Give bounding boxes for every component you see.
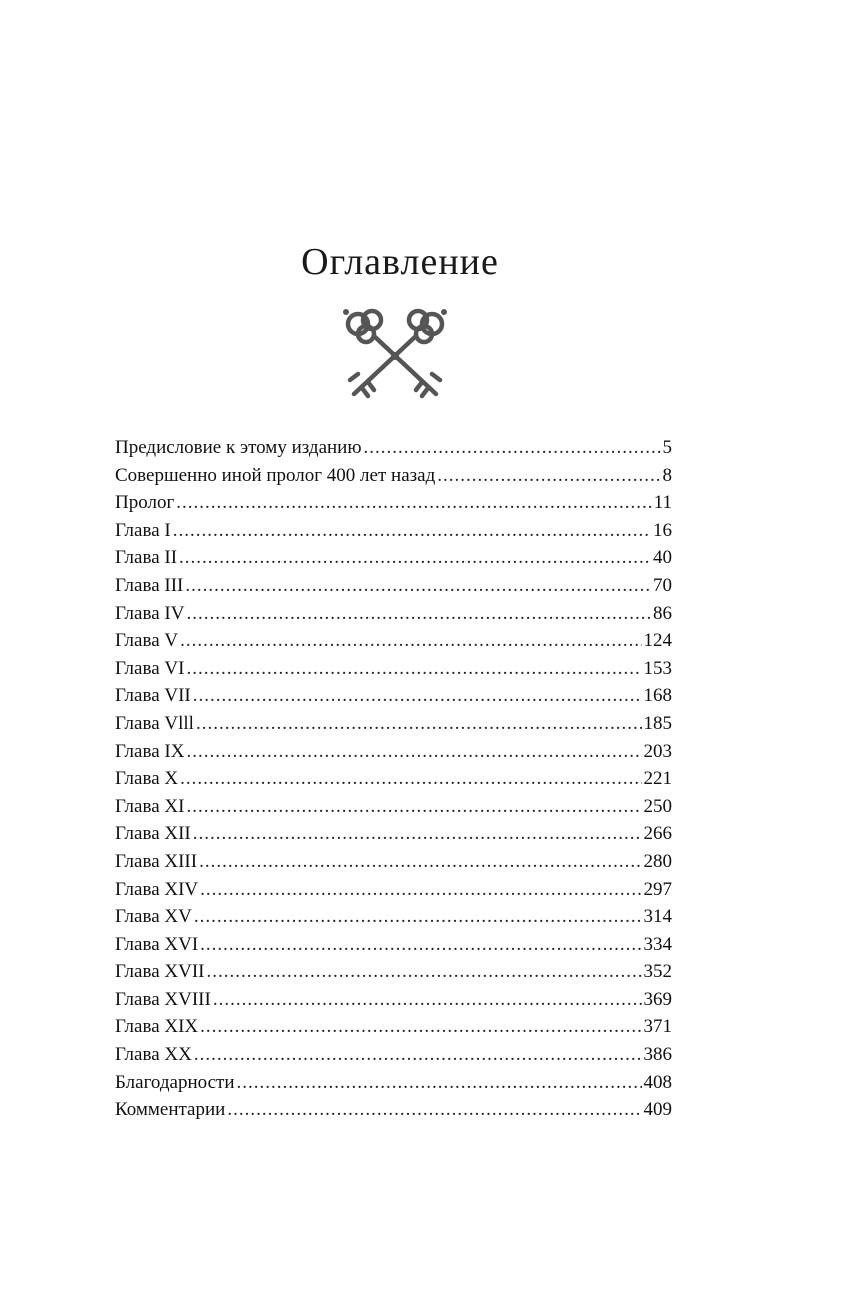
toc-entry-title: Благодарности xyxy=(115,1071,235,1093)
toc-entry-title: Глава XIX xyxy=(115,1016,199,1038)
toc-entry-page-number: 297 xyxy=(643,878,672,900)
toc-entry-title: Глава XIII xyxy=(115,850,198,872)
table-of-contents xyxy=(115,434,672,1124)
toc-dot-leader xyxy=(193,682,642,710)
toc-entry-page-number: 334 xyxy=(643,933,672,955)
toc-entry xyxy=(115,655,672,683)
toc-entry xyxy=(115,876,672,904)
toc-entry-page-number: 250 xyxy=(643,795,672,817)
toc-entry-page-number: 266 xyxy=(643,823,672,845)
toc-entry-page-number: 5 xyxy=(662,437,672,458)
toc-entry-page-number: 185 xyxy=(643,712,672,734)
toc-entry-title: Комментарии xyxy=(115,1099,226,1121)
toc-dot-leader xyxy=(199,848,641,876)
toc-entry-page-number: 8 xyxy=(662,464,672,486)
toc-dot-leader xyxy=(196,710,642,738)
toc-dot-leader xyxy=(173,517,651,545)
toc-entry xyxy=(115,958,672,986)
toc-entry-title: Глава XV xyxy=(115,906,192,928)
toc-entry xyxy=(115,434,672,462)
toc-entry-title: Глава XVIII xyxy=(115,988,211,1010)
toc-entry-page-number: 168 xyxy=(643,685,672,707)
toc-entry xyxy=(115,1096,672,1124)
toc-entry xyxy=(115,710,672,738)
toc-entry-page-number: 70 xyxy=(653,574,672,596)
toc-dot-leader xyxy=(185,572,651,600)
toc-entry-page-number: 386 xyxy=(643,1044,672,1066)
toc-dot-leader xyxy=(227,1096,641,1124)
toc-entry-page-number: 11 xyxy=(653,492,672,514)
toc-entry-title: Глава II xyxy=(115,547,178,569)
toc-dot-leader xyxy=(194,903,642,931)
toc-entry-title: Глава XX xyxy=(115,1044,192,1066)
toc-entry-page-number: 371 xyxy=(643,1016,672,1038)
toc-entry-title: Предисловие к этому изданию xyxy=(115,437,362,458)
toc-dot-leader xyxy=(180,765,641,793)
toc-dot-leader xyxy=(186,655,641,683)
toc-entry-page-number: 221 xyxy=(643,768,672,790)
toc-entry-page-number: 86 xyxy=(653,602,672,624)
toc-entry xyxy=(115,820,672,848)
toc-entry xyxy=(115,848,672,876)
toc-dot-leader xyxy=(200,876,641,904)
toc-entry-page-number: 124 xyxy=(643,630,672,652)
toc-entry-title: Глава VI xyxy=(115,657,185,679)
toc-entry-title: Глава XI xyxy=(115,795,185,817)
toc-dot-leader xyxy=(194,1041,642,1069)
toc-entry-title: Пролог xyxy=(115,492,175,514)
toc-dot-leader xyxy=(213,986,642,1014)
toc-entry-title: Глава I xyxy=(115,519,171,541)
toc-dot-leader xyxy=(364,434,661,462)
toc-entry-title: Глава XVI xyxy=(115,933,199,955)
toc-entry-page-number: 40 xyxy=(653,547,672,569)
toc-dot-leader xyxy=(437,462,660,490)
toc-entry-page-number: 408 xyxy=(643,1071,672,1093)
toc-entry xyxy=(115,517,672,545)
toc-entry-page-number: 153 xyxy=(643,657,672,679)
toc-entry xyxy=(115,1013,672,1041)
toc-entry-title: Глава III xyxy=(115,574,184,596)
toc-dot-leader xyxy=(200,931,641,959)
toc-entry-title: Глава XII xyxy=(115,823,191,845)
toc-dot-leader xyxy=(200,1013,641,1041)
toc-entry-page-number: 352 xyxy=(643,961,672,983)
toc-entry-page-number: 314 xyxy=(643,906,672,928)
crossed-keys-icon xyxy=(336,300,454,400)
toc-entry xyxy=(115,765,672,793)
toc-entry-page-number: 409 xyxy=(643,1099,672,1121)
toc-entry-title: Глава XVII xyxy=(115,961,205,983)
toc-entry xyxy=(115,793,672,821)
toc-dot-leader xyxy=(193,820,642,848)
toc-entry-title: Глава V xyxy=(115,630,179,652)
toc-dot-leader xyxy=(186,738,641,766)
toc-dot-leader xyxy=(186,600,651,628)
toc-dot-leader xyxy=(180,627,641,655)
toc-entry xyxy=(115,738,672,766)
toc-entry xyxy=(115,931,672,959)
toc-dot-leader xyxy=(237,1069,642,1097)
toc-entry-page-number: 16 xyxy=(653,519,672,541)
toc-entry-title: Глава XIV xyxy=(115,878,199,900)
toc-entry xyxy=(115,627,672,655)
toc-entry xyxy=(115,682,672,710)
toc-entry xyxy=(115,903,672,931)
toc-dot-leader xyxy=(206,958,641,986)
toc-entry xyxy=(115,544,672,572)
toc-entry-title: Глава Vlll xyxy=(115,712,194,734)
toc-entry-page-number: 280 xyxy=(643,850,672,872)
toc-entry xyxy=(115,600,672,628)
toc-entry xyxy=(115,1069,672,1097)
toc-entry-title: Глава IV xyxy=(115,602,185,624)
toc-entry-page-number: 369 xyxy=(643,988,672,1010)
toc-entry-page-number: 203 xyxy=(643,740,672,762)
toc-entry xyxy=(115,986,672,1014)
toc-entry xyxy=(115,489,672,517)
toc-entry-title: Глава IX xyxy=(115,740,185,762)
toc-entry-title: Глава VII xyxy=(115,685,191,707)
toc-entry xyxy=(115,1041,672,1069)
toc-dot-leader xyxy=(179,544,651,572)
toc-entry-title: Совершенно иной пролог 400 лет назад xyxy=(115,464,436,486)
toc-dot-leader xyxy=(176,489,651,517)
page-title: Оглавление xyxy=(301,241,499,283)
toc-entry xyxy=(115,462,672,490)
toc-entry-title: Глава X xyxy=(115,768,179,790)
toc-entry xyxy=(115,572,672,600)
toc-dot-leader xyxy=(186,793,641,821)
